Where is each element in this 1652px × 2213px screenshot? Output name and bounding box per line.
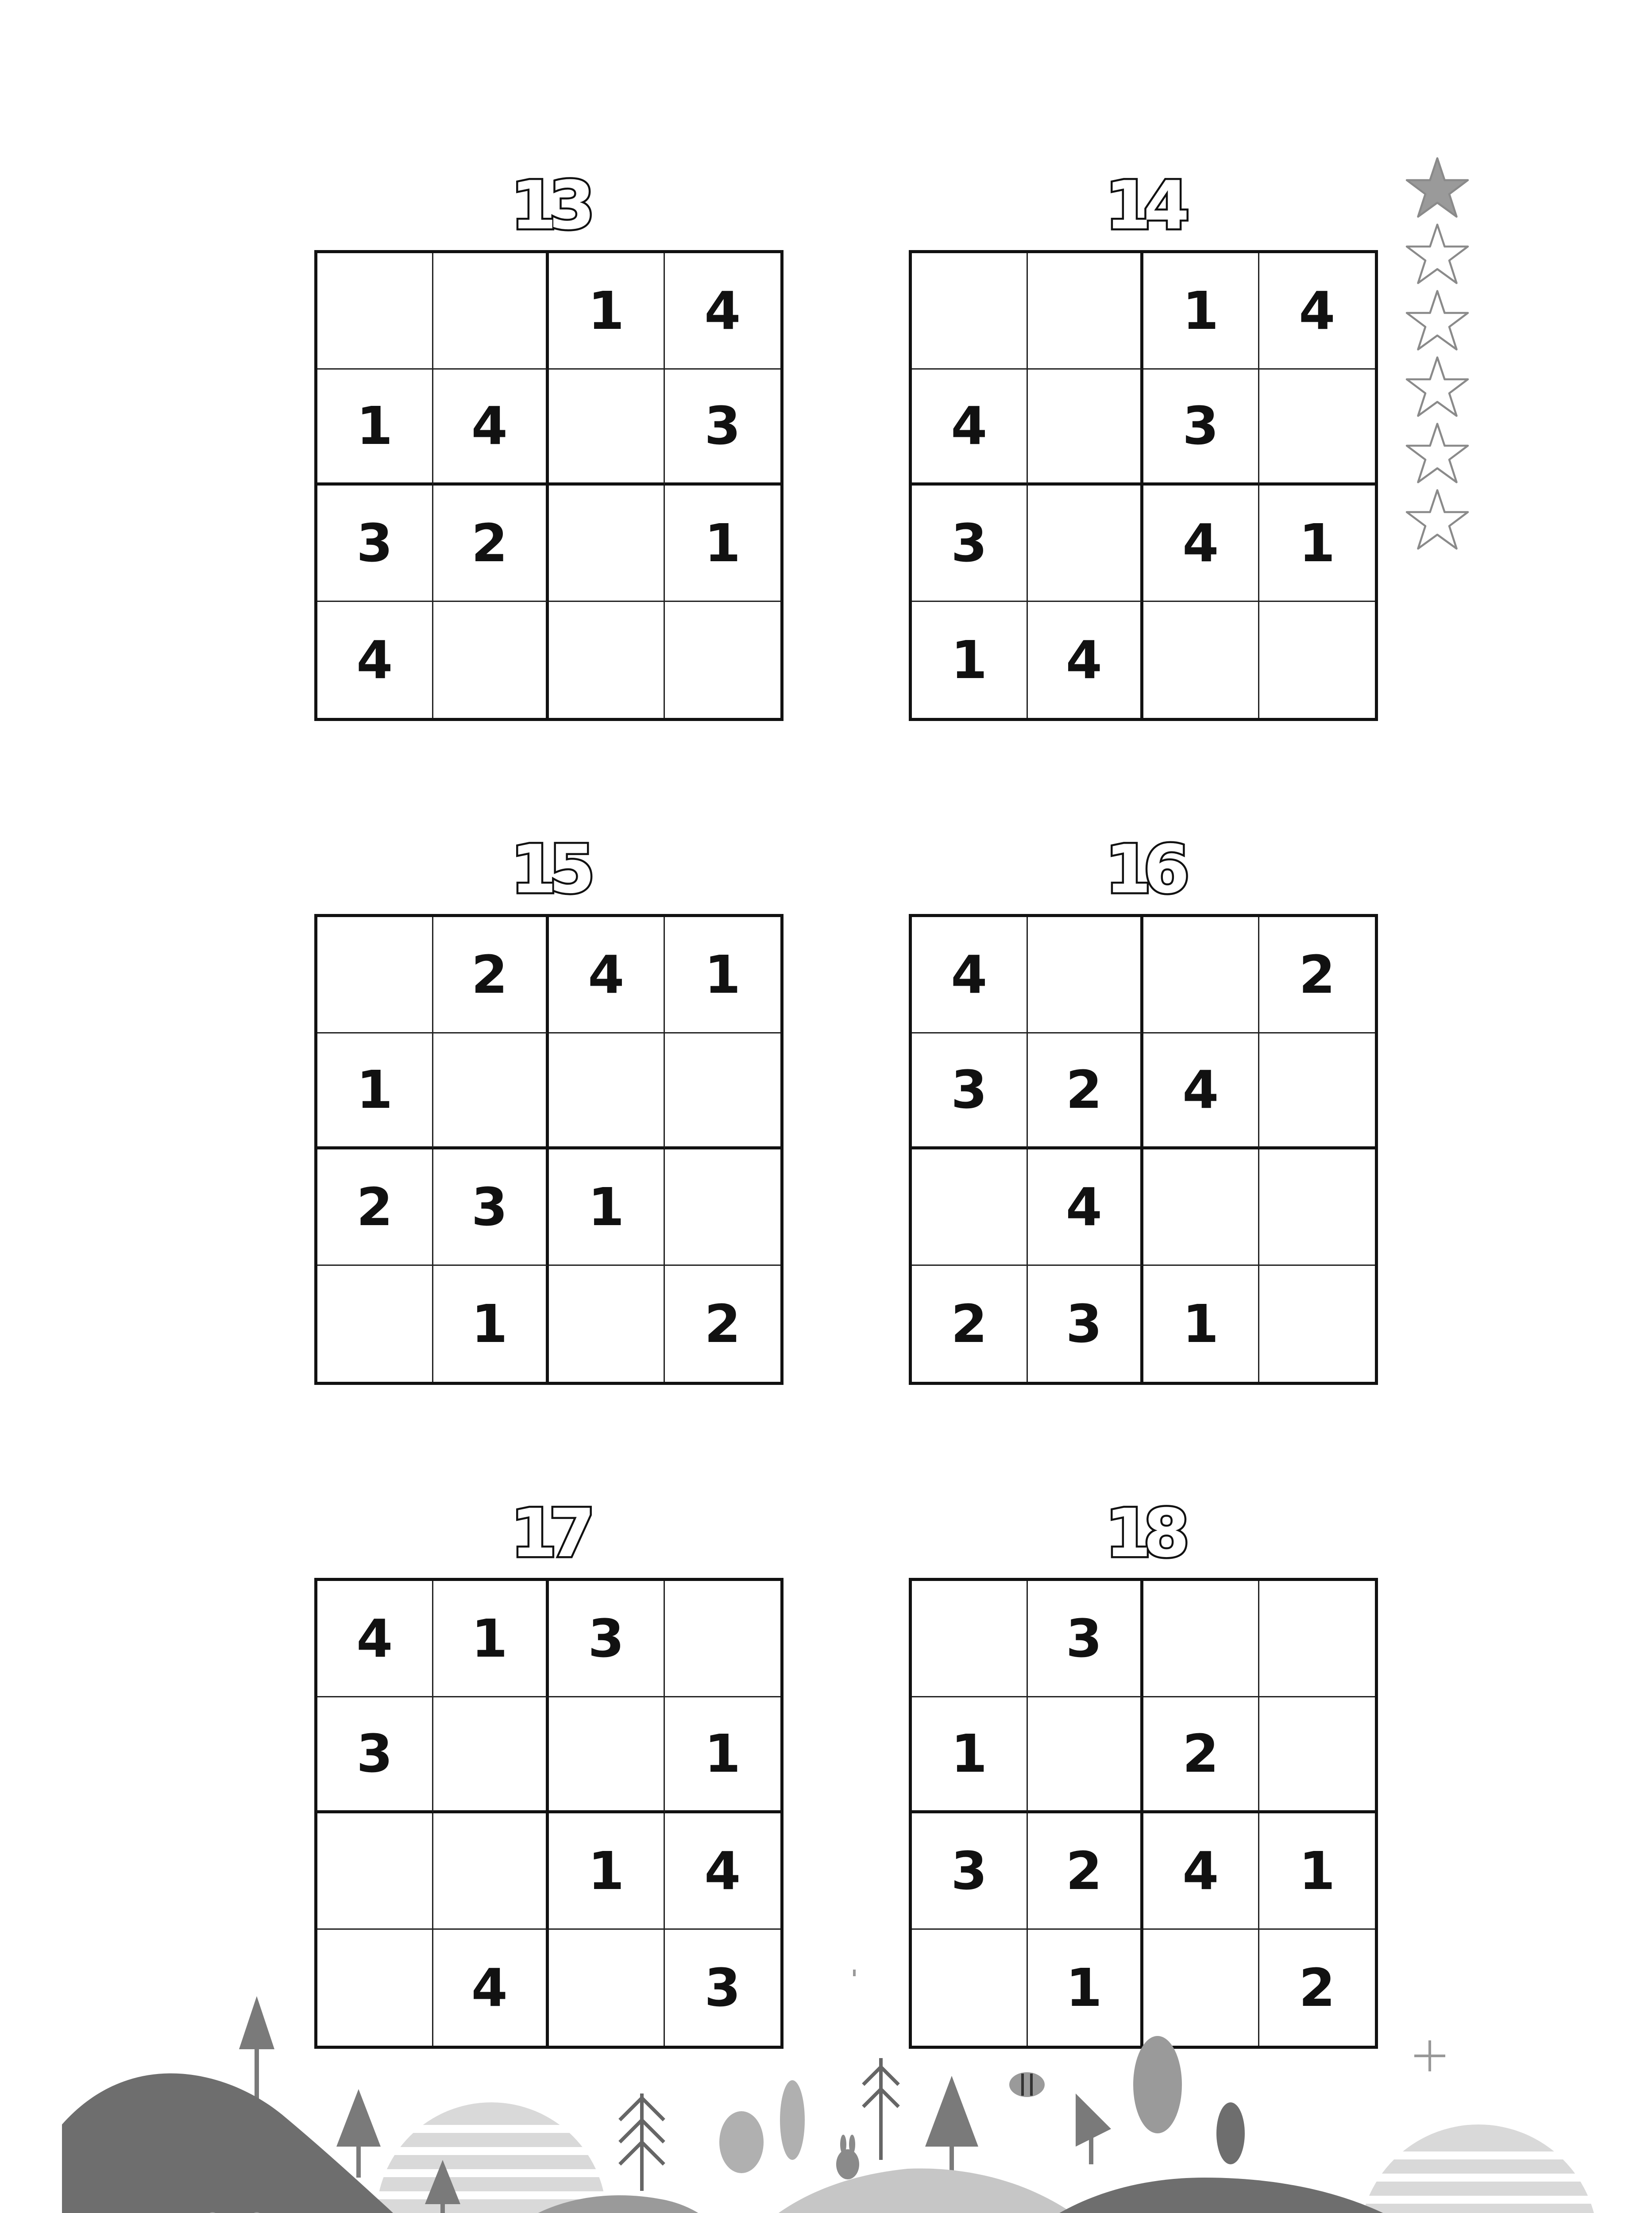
sudoku-grid[interactable] (909, 250, 1378, 721)
sudoku-cell[interactable]: 1 (433, 1266, 549, 1382)
puzzle-number: 16 (1105, 831, 1182, 908)
sudoku-cell[interactable]: 1 (317, 370, 433, 486)
sudoku-cell[interactable]: 4 (433, 1930, 549, 2046)
sudoku-cell[interactable]: 4 (1028, 1149, 1144, 1266)
sudoku-cell[interactable] (549, 1266, 665, 1382)
sudoku-cell[interactable]: 1 (317, 1033, 433, 1150)
sudoku-cell[interactable]: 3 (317, 1697, 433, 1814)
sudoku-cell[interactable] (912, 1149, 1028, 1266)
sparkle-icon (219, 1970, 1445, 2071)
star-icon (1404, 221, 1471, 288)
sudoku-cell[interactable] (433, 602, 549, 718)
sudoku-cell[interactable] (665, 602, 781, 718)
sudoku-cell[interactable]: 3 (549, 1581, 665, 1697)
sudoku-cell[interactable] (1143, 1581, 1259, 1697)
sudoku-cell[interactable]: 2 (317, 1149, 433, 1266)
sudoku-cell[interactable] (1028, 1697, 1144, 1814)
sudoku-cell[interactable] (1028, 253, 1144, 370)
sudoku-cell[interactable]: 4 (665, 1813, 781, 1930)
sudoku-cell[interactable]: 3 (1028, 1581, 1144, 1697)
sudoku-cell[interactable] (665, 1149, 781, 1266)
sudoku-cell[interactable] (1259, 1581, 1375, 1697)
striped-hill-left (376, 2102, 606, 2213)
sudoku-cell[interactable] (317, 1266, 433, 1382)
sudoku-cell[interactable] (317, 1813, 433, 1930)
sudoku-cell[interactable] (433, 1813, 549, 1930)
sudoku-cell[interactable]: 2 (1028, 1813, 1144, 1930)
sudoku-cell[interactable]: 3 (433, 1149, 549, 1266)
sudoku-cell[interactable] (1028, 370, 1144, 486)
sudoku-cell[interactable]: 3 (1028, 1266, 1144, 1382)
sudoku-cell[interactable] (549, 602, 665, 718)
sudoku-cell[interactable] (433, 253, 549, 370)
puzzle-number: 13 (510, 167, 587, 244)
landscape-decoration (0, 1970, 1652, 2213)
sudoku-cell[interactable] (317, 253, 433, 370)
striped-hill-right (1355, 2124, 1602, 2213)
sudoku-cell[interactable] (549, 370, 665, 486)
sudoku-cell[interactable] (912, 253, 1028, 370)
sudoku-cell[interactable]: 3 (317, 486, 433, 602)
sudoku-cell[interactable]: 1 (549, 1149, 665, 1266)
puzzle-number: 18 (1105, 1495, 1182, 1572)
sudoku-cell[interactable]: 1 (912, 1697, 1028, 1814)
sudoku-cell[interactable]: 4 (433, 370, 549, 486)
sudoku-cell[interactable]: 1 (1259, 1813, 1375, 1930)
sudoku-cell[interactable]: 2 (1143, 1697, 1259, 1814)
sudoku-cell[interactable]: 1 (1143, 1266, 1259, 1382)
sudoku-cell[interactable]: 1 (549, 1813, 665, 1930)
sudoku-cell[interactable] (1028, 486, 1144, 602)
sudoku-cell[interactable] (665, 1581, 781, 1697)
sudoku-cell[interactable]: 4 (317, 1581, 433, 1697)
sudoku-cell[interactable] (1028, 917, 1144, 1033)
sudoku-cell[interactable]: 2 (1028, 1033, 1144, 1150)
star-icon (1404, 354, 1471, 420)
puzzle-number: 17 (510, 1495, 587, 1572)
sudoku-cell[interactable]: 1 (1143, 253, 1259, 370)
sudoku-cell[interactable]: 4 (912, 370, 1028, 486)
sudoku-cell[interactable] (1143, 1149, 1259, 1266)
sudoku-cell[interactable]: 1 (549, 253, 665, 370)
sudoku-cell[interactable] (549, 486, 665, 602)
sudoku-cell[interactable]: 4 (912, 917, 1028, 1033)
puzzle-number: 15 (510, 831, 587, 908)
sudoku-cell[interactable] (1259, 1033, 1375, 1150)
star-icon (1404, 155, 1471, 221)
sudoku-cell[interactable]: 2 (912, 1266, 1028, 1382)
sudoku-cell[interactable] (1143, 917, 1259, 1033)
sudoku-cell[interactable]: 1 (433, 1581, 549, 1697)
sudoku-cell[interactable]: 2 (1299, 1957, 1335, 2018)
sudoku-cell[interactable]: 2 (433, 917, 549, 1033)
sudoku-cell[interactable] (317, 917, 433, 1033)
sudoku-cell[interactable]: 4 (1143, 1813, 1259, 1930)
sudoku-cell[interactable]: 4 (1259, 253, 1375, 370)
sudoku-cell[interactable] (549, 1033, 665, 1150)
sudoku-cell[interactable] (549, 1697, 665, 1814)
sudoku-cell[interactable]: 4 (1028, 602, 1144, 718)
sudoku-cell[interactable]: 1 (665, 1697, 781, 1814)
sudoku-cell[interactable]: 3 (1143, 370, 1259, 486)
sudoku-cell[interactable]: 1 (665, 486, 781, 602)
sudoku-grid[interactable] (909, 914, 1378, 1385)
sudoku-cell[interactable] (912, 1581, 1028, 1697)
sudoku-cell[interactable] (1259, 1149, 1375, 1266)
bee-icon (1009, 2072, 1045, 2097)
sudoku-cell[interactable]: 4 (549, 917, 665, 1033)
sudoku-cell[interactable] (1143, 602, 1259, 718)
star-icon (1404, 420, 1471, 487)
sudoku-cell[interactable]: 1 (1028, 1930, 1144, 2046)
sudoku-cell[interactable] (1259, 1266, 1375, 1382)
sudoku-cell[interactable]: 4 (317, 602, 433, 718)
sudoku-cell[interactable]: 4 (1143, 486, 1259, 602)
sudoku-cell[interactable] (433, 1697, 549, 1814)
sudoku-cell[interactable]: 1 (1259, 486, 1375, 602)
sudoku-cell[interactable]: 2 (433, 486, 549, 602)
sudoku-grid[interactable] (314, 914, 784, 1385)
difficulty-rating (1404, 155, 1471, 553)
sudoku-cell[interactable] (1259, 370, 1375, 486)
sudoku-cell[interactable] (433, 1033, 549, 1150)
sudoku-cell[interactable]: 3 (665, 370, 781, 486)
bush-icon (719, 2036, 1245, 2173)
star-icon (1404, 487, 1471, 553)
sudoku-cell[interactable] (1259, 1697, 1375, 1814)
sudoku-cell[interactable] (1259, 602, 1375, 718)
rabbit-icon (836, 2135, 859, 2179)
sudoku-grid[interactable] (314, 250, 784, 721)
star-icon (1404, 288, 1471, 354)
sudoku-cell[interactable] (665, 1033, 781, 1150)
sudoku-cell[interactable]: 4 (665, 253, 781, 370)
sudoku-cell[interactable]: 2 (1259, 917, 1375, 1033)
sudoku-cell[interactable]: 3 (704, 1957, 741, 2018)
sudoku-cell[interactable]: 3 (912, 1813, 1028, 1930)
sudoku-cell[interactable]: 4 (1143, 1033, 1259, 1150)
sudoku-cell[interactable]: 2 (704, 1293, 741, 1354)
sudoku-cell[interactable]: 1 (912, 602, 1028, 718)
sudoku-cell[interactable]: 3 (912, 486, 1028, 602)
sudoku-cell[interactable]: 3 (912, 1033, 1028, 1150)
puzzle-number: 14 (1105, 167, 1182, 244)
sudoku-cell[interactable]: 1 (665, 917, 781, 1033)
